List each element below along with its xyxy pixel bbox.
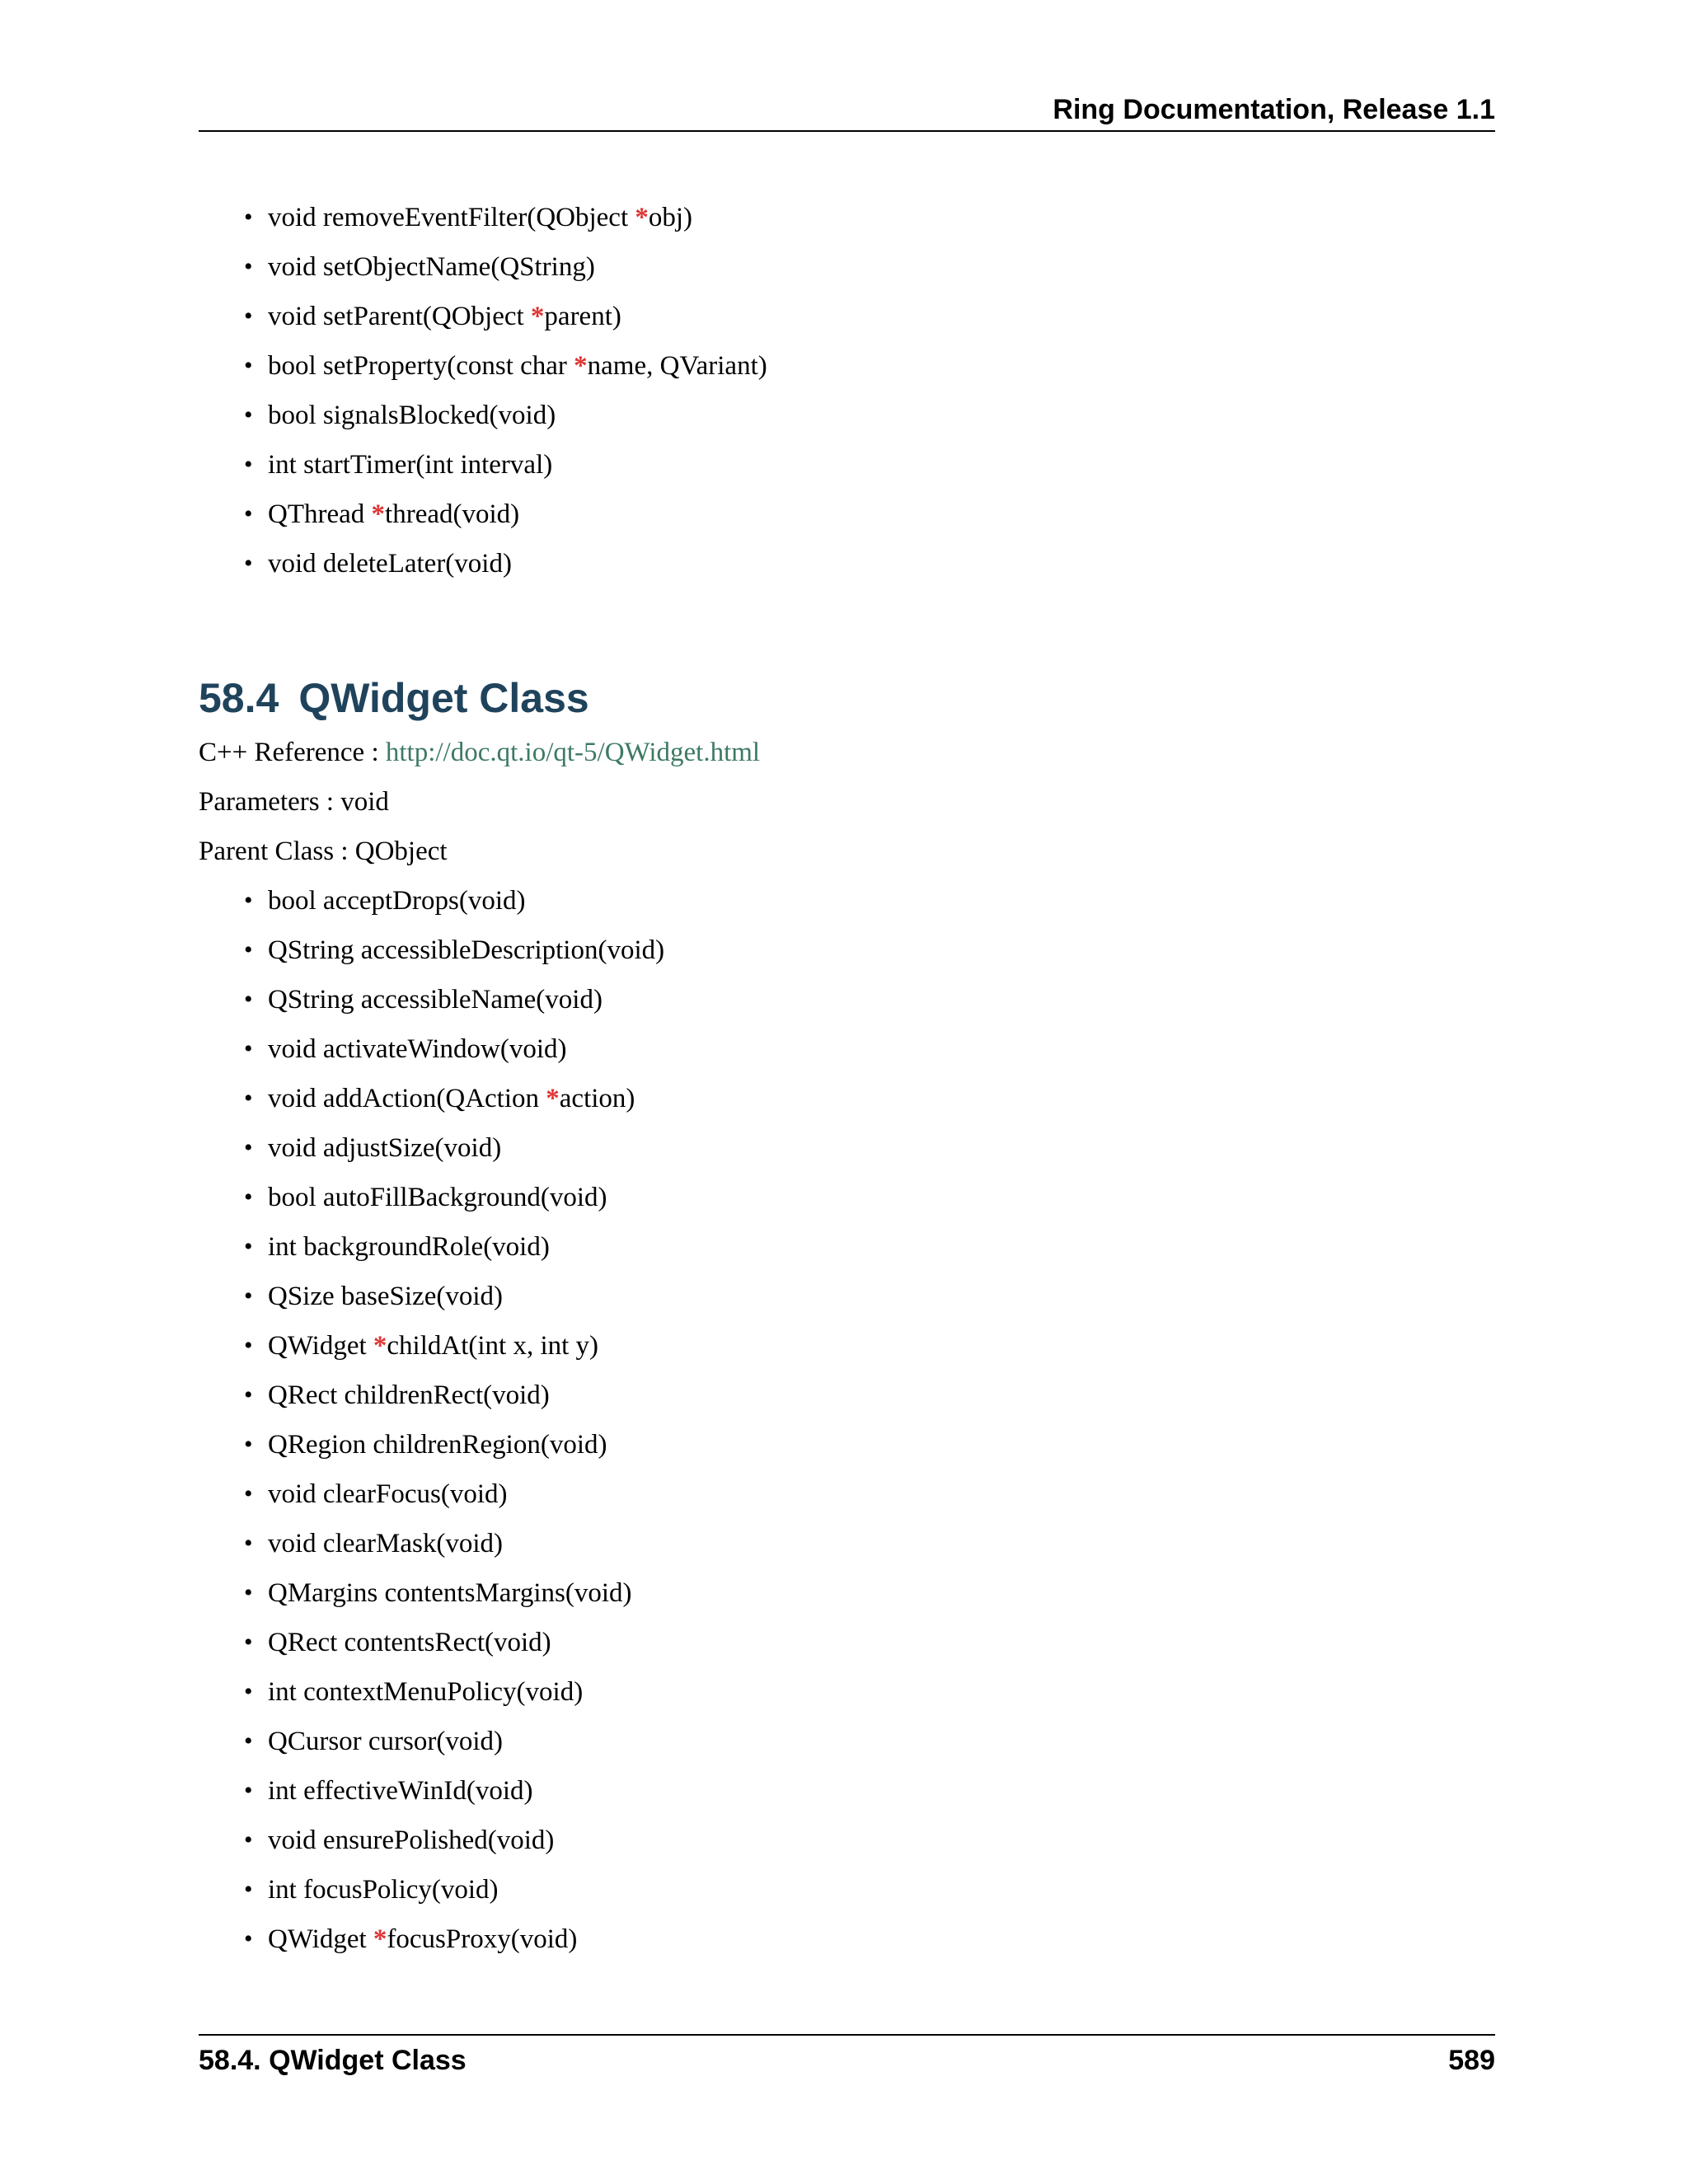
list-item (199, 1420, 664, 1469)
cpp-reference-label: C++ Reference : (199, 738, 386, 767)
method-signature-rest: action) (559, 1084, 635, 1113)
method-signature: QRect childrenRect(void) (268, 1380, 550, 1410)
method-signature: void activateWindow(void) (268, 1034, 567, 1064)
method-signature: int focusPolicy(void) (268, 1875, 499, 1905)
list-item (199, 1272, 664, 1321)
method-signature-rest: thread(void) (385, 499, 520, 529)
section-title: QWidget Class (298, 674, 589, 721)
method-signature: void addAction(QAction (268, 1084, 546, 1113)
section-heading (199, 669, 589, 727)
method-signature: void clearMask(void) (268, 1529, 503, 1558)
list-item (199, 1717, 664, 1766)
list-item (199, 1766, 664, 1816)
list-item (199, 1915, 664, 1964)
parameters-line: Parameters : void (199, 787, 389, 817)
method-signature: int startTimer(int interval) (268, 450, 553, 480)
pointer-asterisk: * (373, 1331, 387, 1361)
page-footer (199, 2034, 1495, 2076)
page-number: 589 (1448, 2045, 1495, 2076)
method-signature: QString accessibleName(void) (268, 985, 603, 1015)
section-number: 58.4 (199, 674, 279, 721)
list-item (199, 1222, 664, 1272)
list-item (199, 539, 767, 588)
cpp-reference-line (199, 728, 760, 777)
method-signature: QWidget (268, 1331, 373, 1361)
method-signature: QString accessibleDescription(void) (268, 935, 665, 965)
method-signature-rest: childAt(int x, int y) (387, 1331, 599, 1361)
method-signature: int backgroundRole(void) (268, 1232, 550, 1262)
list-item (199, 1173, 664, 1222)
list-item (199, 1024, 664, 1074)
method-signature: QSize baseSize(void) (268, 1282, 503, 1311)
method-signature: QMargins contentsMargins(void) (268, 1578, 632, 1608)
pointer-asterisk: * (371, 499, 386, 529)
pointer-asterisk: * (546, 1084, 560, 1113)
list-item (199, 1865, 664, 1915)
footer-section-title: 58.4. QWidget Class (199, 2045, 467, 2076)
list-item (199, 926, 664, 975)
pointer-asterisk: * (530, 302, 545, 331)
method-signature-rest: parent) (544, 302, 621, 331)
method-signature: QRect contentsRect(void) (268, 1628, 551, 1657)
list-item (199, 440, 767, 490)
list-item (199, 193, 767, 242)
list-item (199, 341, 767, 391)
method-signature: void deleteLater(void) (268, 549, 512, 579)
page-header (199, 91, 1495, 132)
method-signature-rest: obj) (648, 203, 693, 232)
cpp-reference-link[interactable]: http://doc.qt.io/qt-5/QWidget.html (385, 738, 761, 767)
pointer-asterisk: * (635, 203, 649, 232)
list-item (199, 1618, 664, 1667)
list-item (199, 292, 767, 341)
list-item (199, 1816, 664, 1865)
list-item (199, 1371, 664, 1420)
method-signature: bool acceptDrops(void) (268, 886, 526, 916)
list-item (199, 1519, 664, 1568)
parent-class-line: Parent Class : QObject (199, 837, 448, 866)
method-signature: bool signalsBlocked(void) (268, 401, 556, 430)
method-signature: void removeEventFilter(QObject (268, 203, 635, 232)
list-item (199, 1469, 664, 1519)
method-signature: int effectiveWinId(void) (268, 1776, 533, 1806)
method-signature: QCursor cursor(void) (268, 1727, 504, 1756)
pointer-asterisk: * (373, 1924, 387, 1954)
list-item (199, 391, 767, 440)
list-item (199, 876, 664, 926)
list-item (199, 242, 767, 292)
qwidget-method-list (199, 876, 664, 1964)
method-signature: bool setProperty(const char (268, 351, 574, 381)
qobject-method-list (199, 193, 767, 588)
document-title: Ring Documentation, Release 1.1 (1053, 94, 1495, 125)
method-signature: void adjustSize(void) (268, 1133, 502, 1163)
method-signature-rest: focusProxy(void) (387, 1924, 578, 1954)
method-signature: QRegion childrenRegion(void) (268, 1430, 607, 1460)
method-signature: void setObjectName(QString) (268, 252, 595, 282)
list-item (199, 1074, 664, 1123)
method-signature: void setParent(QObject (268, 302, 531, 331)
method-signature: QWidget (268, 1924, 373, 1954)
list-item (199, 1667, 664, 1717)
method-signature-rest: name, QVariant) (587, 351, 767, 381)
list-item (199, 490, 767, 539)
list-item (199, 975, 664, 1024)
list-item (199, 1568, 664, 1618)
pointer-asterisk: * (574, 351, 588, 381)
method-signature: void ensurePolished(void) (268, 1825, 555, 1855)
method-signature: void clearFocus(void) (268, 1479, 508, 1509)
method-signature: QThread (268, 499, 372, 529)
method-signature: int contextMenuPolicy(void) (268, 1677, 584, 1707)
method-signature: bool autoFillBackground(void) (268, 1183, 607, 1212)
list-item (199, 1321, 664, 1371)
list-item (199, 1123, 664, 1173)
